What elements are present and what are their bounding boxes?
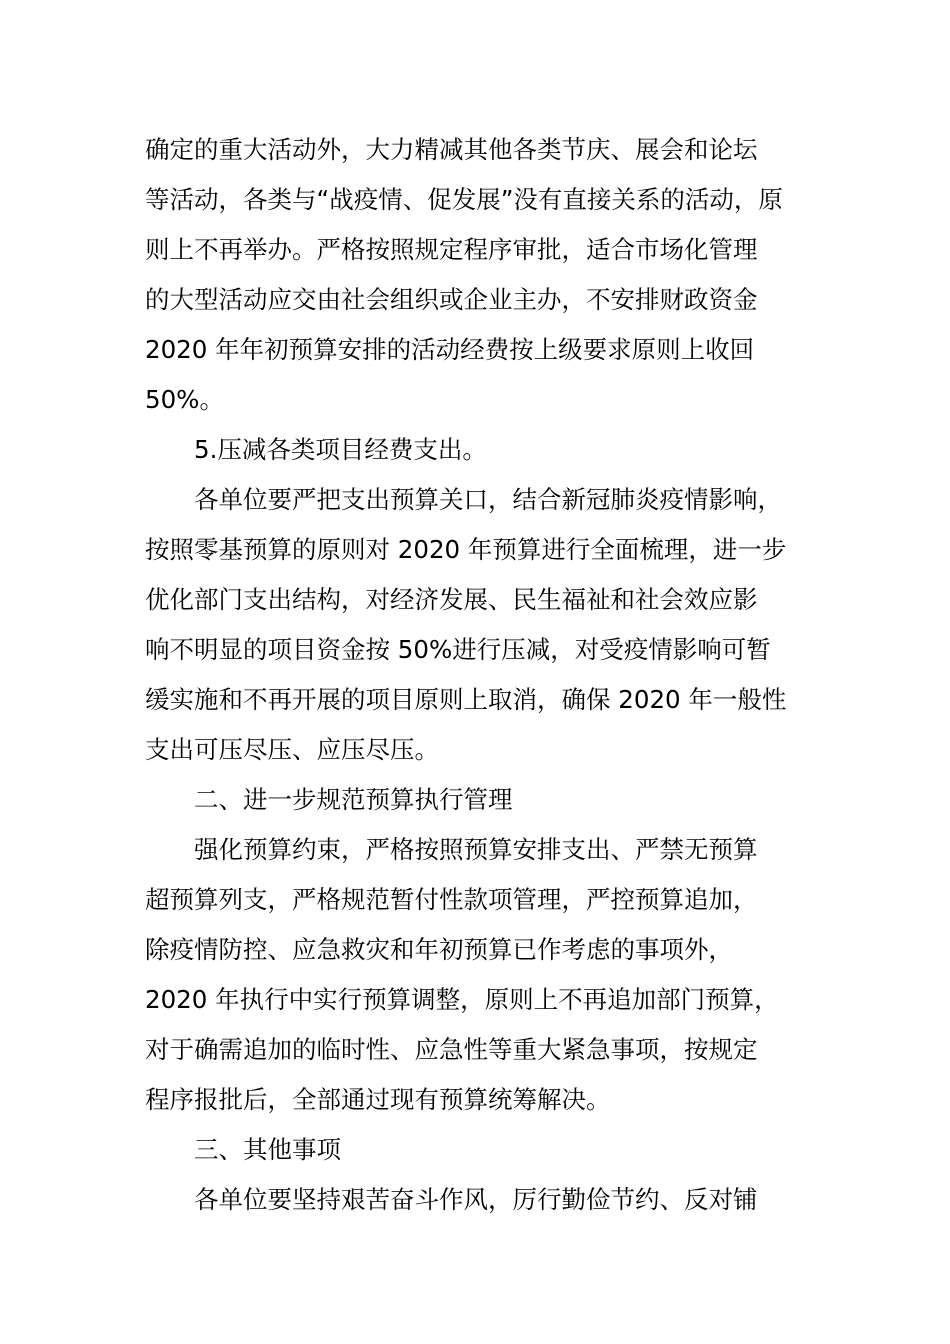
body-text-line: 优化部门支出结构，对经济发展、民生福祉和社会效应影 [145,585,758,614]
body-text-line: 2020 年年初预算安排的活动经费按上级要求原则上收回 [145,335,755,364]
body-text-line: 支出可压尽压、应压尽压。 [145,735,439,764]
body-text-line: 超预算列支，严格规范暂付性款项管理，严控预算追加， [145,885,758,914]
body-text-line: 则上不再举办。严格按照规定程序审批，适合市场化管理 [145,235,758,264]
paragraph-first-line: 各单位要严把支出预算关口，结合新冠肺炎疫情影响， [194,485,782,514]
body-text-line: 缓实施和不再开展的项目原则上取消，确保 2020 年一般性 [145,685,787,714]
body-text-line: 对于确需追加的临时性、应急性等重大紧急事项，按规定 [145,1035,758,1064]
paragraph-first-line: 各单位要坚持艰苦奋斗作风，厉行勤俭节约、反对铺 [194,1185,758,1214]
body-text-line: 按照零基预算的原则对 2020 年预算进行全面梳理，进一步 [145,535,787,564]
body-text-line: 程序报批后，全部通过现有预算统筹解决。 [145,1085,611,1114]
section-heading: 二、进一步规范预算执行管理 [194,785,513,814]
paragraph-first-line: 强化预算约束，严格按照预算安排支出、严禁无预算 [194,835,758,864]
body-text-line: 响不明显的项目资金按 50%进行压减，对受疫情影响可暂 [145,635,771,664]
body-text-line: 确定的重大活动外，大力精减其他各类节庆、展会和论坛 [145,135,758,164]
section-heading: 三、其他事项 [194,1135,341,1164]
body-text-line: 2020 年执行中实行预算调整，原则上不再追加部门预算， [145,985,779,1014]
body-text-line: 除疫情防控、应急救灾和年初预算已作考虑的事项外， [145,935,733,964]
body-text-line: 的大型活动应交由社会组织或企业主办，不安排财政资金 [145,285,758,314]
body-text-line: 50%。 [145,385,224,414]
subsection-heading: 5.压减各类项目经费支出。 [194,435,487,464]
body-text-line: 等活动，各类与“战疫情、促发展”没有直接关系的活动，原 [145,185,783,214]
